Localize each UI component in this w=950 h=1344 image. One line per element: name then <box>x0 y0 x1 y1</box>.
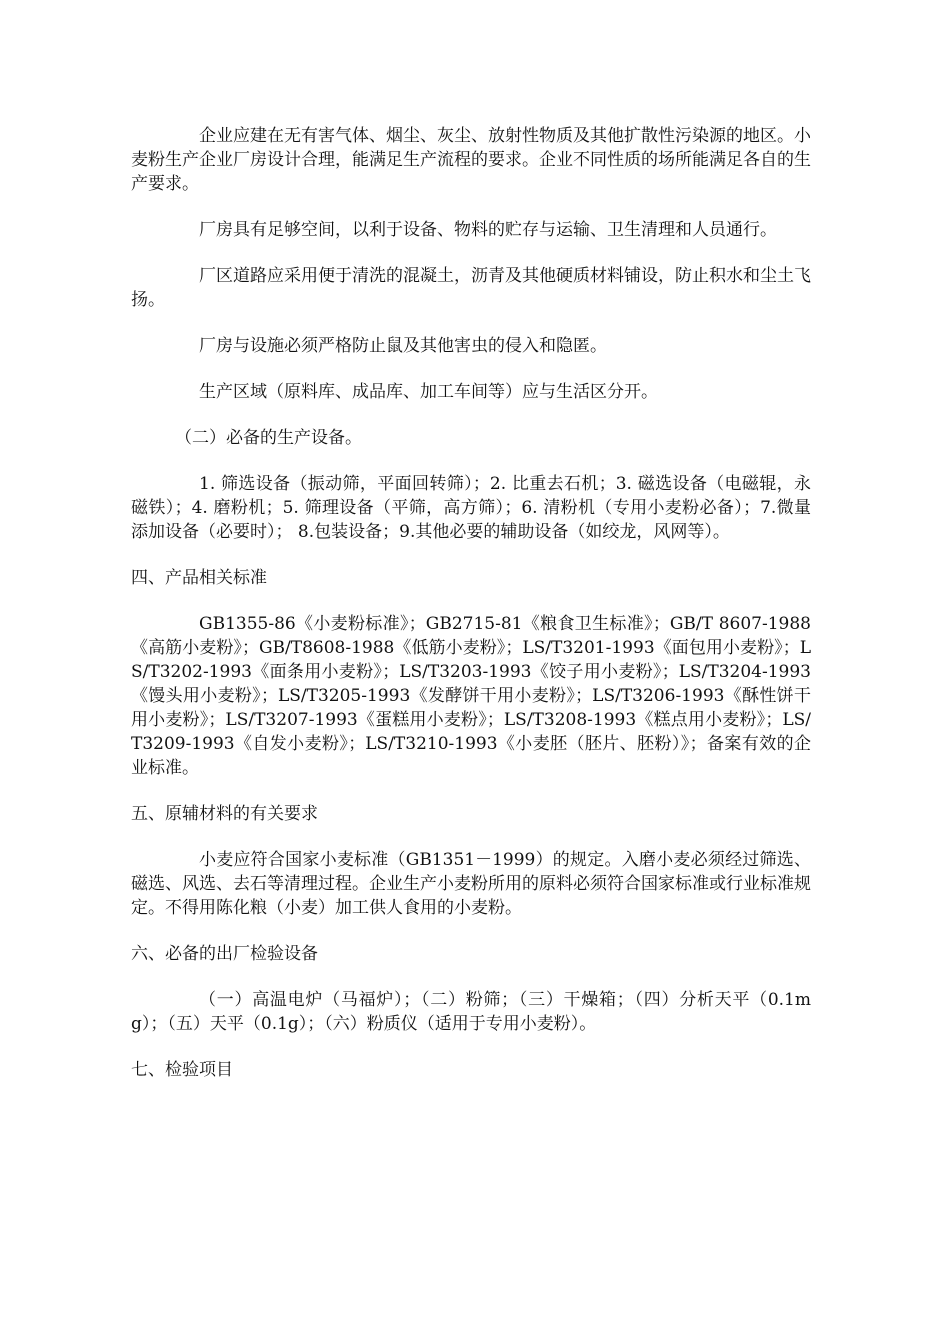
paragraph-workshop-space: 厂房具有足够空间，以利于设备、物料的贮存与运输、卫生清理和人员通行。 <box>199 220 777 240</box>
paragraph-factory-roads: 厂区道路应采用便于清洗的混凝土，沥青及其他硬质材料铺设，防止积水和尘土飞扬。 <box>131 266 811 310</box>
paragraph-site-location: 企业应建在无有害气体、烟尘、灰尘、放射性物质及其他扩散性污染源的地区。小麦粉生产企业厂房设计合理，能满足生产流程的要求。企业不同性质的场所能满足各自的生产要求。 <box>131 126 811 194</box>
heading-inspection-items: 七、检验项目 <box>131 1060 233 1080</box>
paragraph-standards-list: GB1355-86《小麦粉标准》；GB2715-81《粮食卫生标准》；GB/T 8607-1988《高筋小麦粉》；GB/T8608-1988《低筋小麦粉》；LS/T3201-1993《面包用小麦粉》；LS/T3202-1993《面条用小麦粉》；LS/T3203-1993《饺子用小麦粉》；LS/T3204-1993《馒头用小麦粉》；LS/T3205-1993《发酵饼干用小麦粉》；LS/T3206-1993《酥性饼干用小麦粉》；LS/T3207-1993《蛋糕用小麦粉》；LS/T3208-1993《糕点用小麦粉》；LS/T3209-1993《自发小麦粉》；LS/T3210-1993《小麦胚（胚片、胚粉）》；备案有效的企业标准。 <box>131 614 811 778</box>
paragraph-pest-prevention: 厂房与设施必须严格防止鼠及其他害虫的侵入和隐匿。 <box>199 336 607 356</box>
heading-inspection-equipment: 六、必备的出厂检验设备 <box>131 944 318 964</box>
paragraph-equipment-list: 1. 筛选设备（振动筛，平面回转筛）；2. 比重去石机；3. 磁选设备（电磁辊，永磁铁）；4. 磨粉机；5. 筛理设备（平筛，高方筛）；6. 清粉机（专用小麦粉必备）；7.微量添加设备（必要时）； 8.包装设备；9.其他必要的辅助设备（如绞龙，风网等）。 <box>131 474 811 542</box>
subheading-production-equipment: （二）必备的生产设备。 <box>175 428 362 448</box>
heading-product-standards: 四、产品相关标准 <box>131 568 267 588</box>
heading-raw-materials: 五、原辅材料的有关要求 <box>131 804 318 824</box>
paragraph-area-separation: 生产区域（原料库、成品库、加工车间等）应与生活区分开。 <box>199 382 658 402</box>
paragraph-raw-material-requirements: 小麦应符合国家小麦标准（GB1351－1999）的规定。入磨小麦必须经过筛选、磁选、风选、去石等清理过程。企业生产小麦粉所用的原料必须符合国家标准或行业标准规定。不得用陈化粮（小麦）加工供人食用的小麦粉。 <box>131 850 811 918</box>
document-page <box>131 124 811 1104</box>
paragraph-inspection-equipment-list: （一）高温电炉（马福炉）；（二）粉筛；（三）干燥箱；（四）分析天平（0.1mg）；（五）天平（0.1g）；（六）粉质仪（适用于专用小麦粉）。 <box>131 990 811 1034</box>
